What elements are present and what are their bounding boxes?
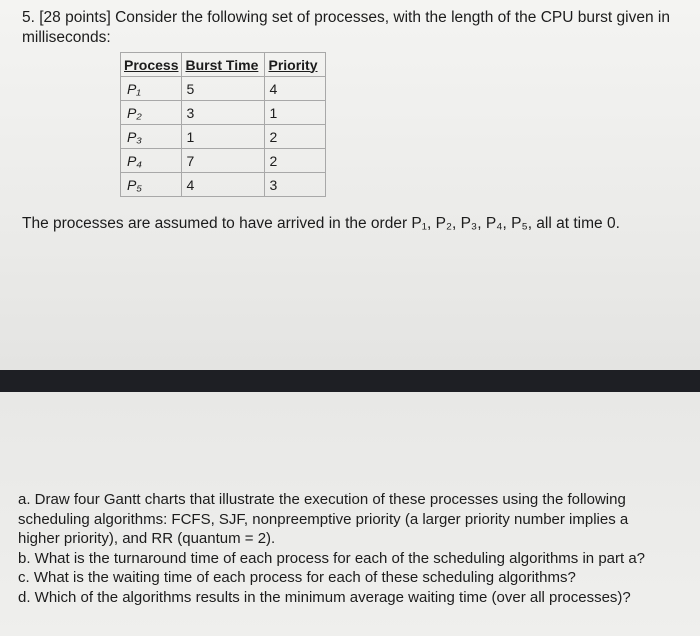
part-b: b. What is the turnaround time of each process for each of the scheduling algorithms in part a? bbox=[18, 549, 646, 567]
priority-cell: 3 bbox=[265, 173, 326, 197]
screen-divider-bar bbox=[0, 370, 700, 392]
part-a-line-1: a. Draw four Gantt charts that illustrate the execution of these processes using the following bbox=[18, 491, 626, 508]
table-row bbox=[121, 173, 326, 197]
process-cell: P₄ bbox=[121, 149, 182, 173]
burst-cell: 5 bbox=[182, 77, 265, 101]
priority-cell: 1 bbox=[265, 101, 326, 125]
header-priority: Priority bbox=[265, 53, 326, 77]
part-a-line-2: scheduling algorithms: FCFS, SJF, nonpreemptive priority (a larger priority number implies a bbox=[18, 510, 629, 528]
process-cell: P₁ bbox=[121, 77, 182, 101]
question-parts bbox=[18, 490, 688, 607]
part-a-line-3: higher priority), and RR (quantum = 2). bbox=[18, 530, 276, 547]
process-cell: P₅ bbox=[121, 173, 182, 197]
table-row bbox=[121, 77, 326, 101]
priority-cell: 4 bbox=[265, 77, 326, 101]
part-c: c. What is the waiting time of each process for each of these scheduling algorithms? bbox=[18, 569, 576, 586]
burst-cell: 3 bbox=[182, 101, 265, 125]
question-prompt: Consider the following set of processes, with the length of the CPU burst given in bbox=[115, 9, 670, 26]
arrival-note: The processes are assumed to have arrived in the order P₁, P₂, P₃, P₄, P₅, all at time 0. bbox=[22, 215, 620, 232]
process-cell: P₃ bbox=[121, 125, 182, 149]
priority-cell: 2 bbox=[265, 149, 326, 173]
part-d: d. Which of the algorithms results in the minimum average waiting time (over all processes)? bbox=[18, 588, 631, 606]
process-table bbox=[120, 52, 326, 197]
question-number: 5. bbox=[22, 9, 35, 26]
priority-cell: 2 bbox=[265, 125, 326, 149]
process-cell: P₂ bbox=[121, 101, 182, 125]
header-process: Process bbox=[121, 53, 182, 77]
table-row bbox=[121, 125, 326, 149]
table-row bbox=[121, 149, 326, 173]
question-prompt-continued: milliseconds: bbox=[22, 29, 111, 46]
question-heading bbox=[22, 8, 682, 48]
burst-cell: 7 bbox=[182, 149, 265, 173]
header-burst-time: Burst Time bbox=[182, 53, 265, 77]
table-header-row bbox=[121, 53, 326, 77]
table-row bbox=[121, 101, 326, 125]
burst-cell: 4 bbox=[182, 173, 265, 197]
question-points: [28 points] bbox=[39, 9, 111, 26]
burst-cell: 1 bbox=[182, 125, 265, 149]
